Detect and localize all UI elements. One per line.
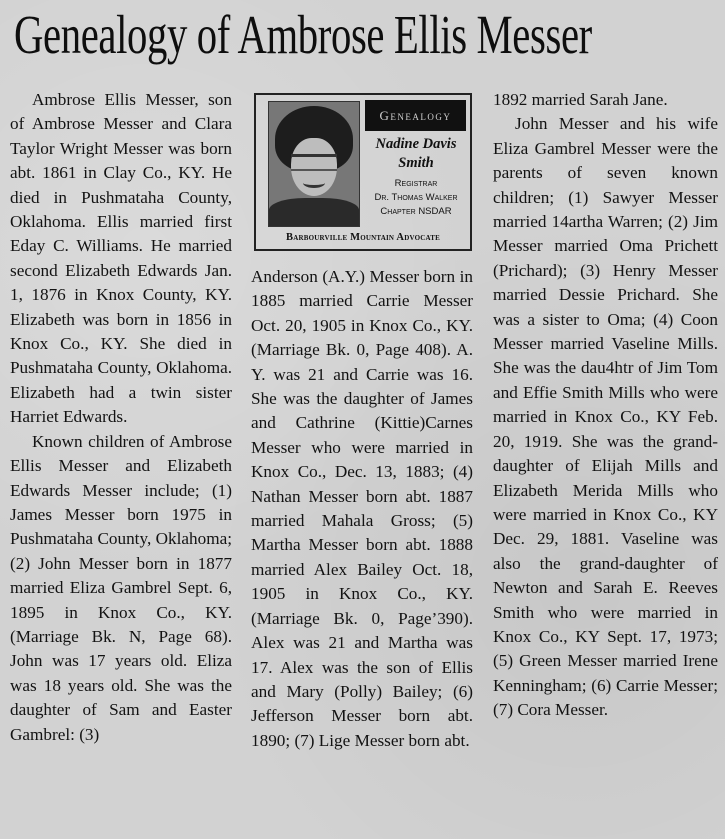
author-role-line-1: Registrar xyxy=(394,178,438,189)
author-role-line-2: Dr. Thomas Walker xyxy=(374,192,458,203)
photo-smile-shape xyxy=(303,178,325,188)
photo-body-shape xyxy=(269,198,359,227)
author-name-line-2: Smith xyxy=(398,155,434,171)
article-column-2 xyxy=(251,265,473,753)
paragraph: Anderson (A.Y.) Messer born in 1885 married Carrie Messer Oct. 20, 1905 in Knox Co., KY. (Marriage Bk. 0, Page 408). A. Y. was 21 and Carrie was 16. She was the daughter of James and Cathrine (Kittie)Carnes Messer who were married in Knox Co., Dec. 13, 1883; (4) Nathan Messer born abt. 1887 married Mahala Gross; (5) Martha Messer born abt. 1888 married Alex Bailey Oct. 18, 1905 in Knox Co., KY. (Marriage Bk. 0, Page’390). Alex was 21 and Martha was 17. Alex was the son of Ellis and Mary (Polly) Bailey; (6) Jefferson Messer born abt. 1890; (7) Lige Messer born abt. xyxy=(251,267,473,750)
column-label-badge: Genealogy xyxy=(365,100,466,131)
photo-glasses-shape xyxy=(291,154,337,171)
author-photo xyxy=(268,101,360,227)
article-column-3 xyxy=(493,88,718,723)
author-role xyxy=(360,177,472,219)
columnist-byline-box xyxy=(254,93,472,251)
author-name xyxy=(360,135,472,173)
author-name-line-1: Nadine Davis xyxy=(375,136,457,152)
paragraph: 1892 married Sarah Jane. xyxy=(493,90,668,109)
article-column-1 xyxy=(10,88,232,747)
headline: Genealogy of Ambrose Ellis Messer xyxy=(14,4,592,65)
author-role-line-3: Chapter NSDAR xyxy=(380,206,452,217)
newspaper-name: Barbourville Mountain Advocate xyxy=(286,232,440,243)
paragraph: Known children of Ambrose Ellis Messer and Elizabeth Edwards Messer include; (1) James Messer born 1975 in Pushmataha County, Oklahoma; (2) John Messer born in 1877 married Eliza Gambrel Sept. 6, 1895 in Knox Co., KY. (Marriage Bk. N, Page 68). John was 17 years old. Eliza was 18 years old. She was the daughter of Sam and Easter Gambrel: (3) xyxy=(10,431,232,744)
paragraph: Ambrose Ellis Messer, son of Ambrose Messer and Clara Taylor Wright Messer was born abt. 1861 in Clay Co., KY. He died in Pushmataha County, Oklahoma. Ellis married first Eday C. Williams. He married second Elizabeth Edwards Jan. 1, 1876 in Knox County, KY. Elizabeth was born in 1856 in Knox Co., KY. She died in Pushmataha County, Oklahoma. Elizabeth had a twin sister Harriet Edwards. xyxy=(10,90,232,427)
paragraph: John Messer and his wife Eliza Gambrel Messer were the parents of seven known children; (1) Sawyer Messer married 14artha Warren; (2) Jim Messer married Oma Prichett (Prichard); (3) Henry Messer married Dessie Prichard. She was a sister to Oma; (4) Coon Messer married Vaseline Mills. She was the dau4htr of Jim Tom and Effie Smith Mills who were married in Knox Co., KY Feb. 20, 1919. She was the grand-daughter of Elijah Mills and Elizabeth Merida Mills who were married in Knox Co., KY Dec. 29, 1881. Vaseline was also the grand-daughter of Newton and Sarah E. Reeves Smith who were married in Knox Co., KY Sept. 17, 1973; (5) Green Messer married Irene Kenningham; (6) Carrie Messer; (7) Cora Messer. xyxy=(493,114,718,720)
